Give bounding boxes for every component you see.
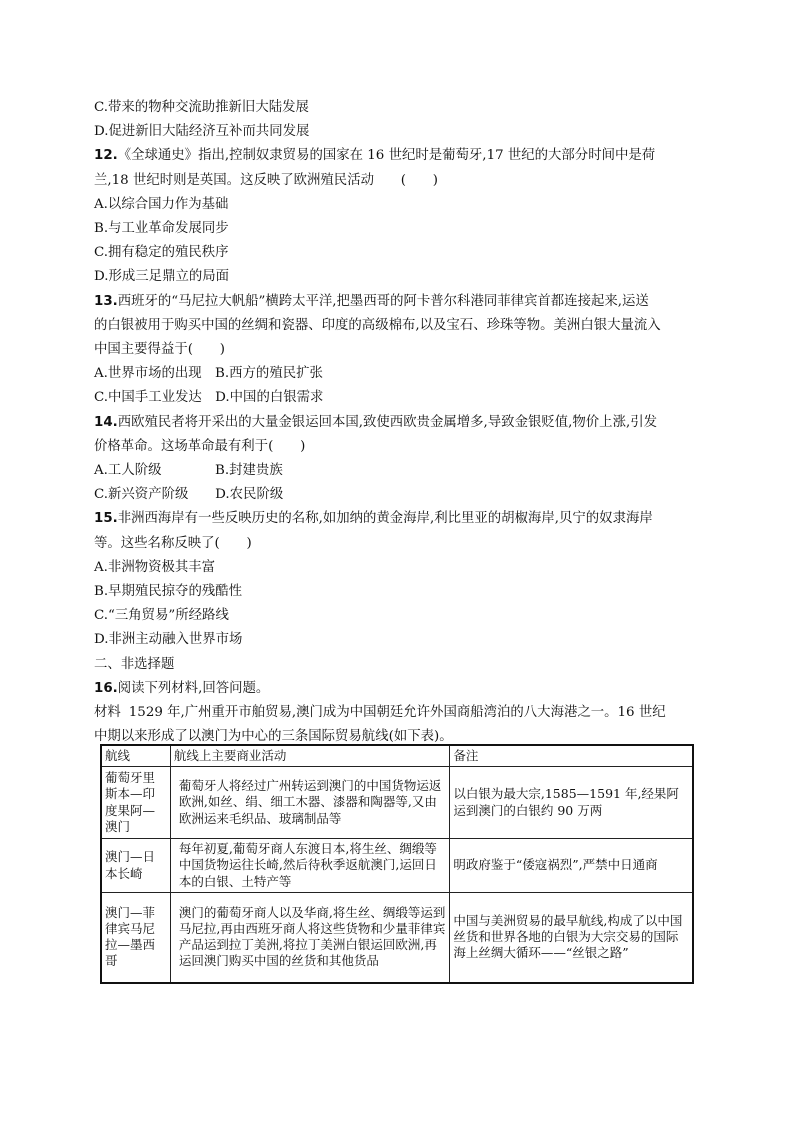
q15-option-a: A.非洲物资极其丰富 — [94, 559, 216, 575]
q13-number: 13. — [94, 293, 118, 309]
remarks-cell: 以白银为最大宗,1585—1591 年,经果阿运到澳门的白银约 90 万两 — [450, 767, 693, 839]
q13-stem-line2: 的白银被用于购买中国的丝绸和瓷器、印度的高级棉布,以及宝石、珍珠等物。美洲白银大量流入 — [94, 317, 661, 333]
q16-material-line1 — [94, 701, 698, 725]
q15-stem-line2: 等。这些名称反映了( ) — [94, 535, 252, 551]
route-cell: 澳门—日本长崎 — [101, 839, 170, 893]
q13-options-ab: A.世界市场的出现 B.西方的殖民扩张 — [94, 366, 323, 382]
q13-stem-line3: 中国主要得益于( ) — [94, 342, 225, 358]
document-page — [94, 96, 698, 749]
q15-number: 15. — [94, 511, 118, 527]
q11-option-d: D.促进新旧大陆经济互补而共同发展 — [94, 124, 310, 140]
q16-stem — [94, 677, 698, 701]
q16-material-line2: 中期以来形成了以澳门为中心的三条国际贸易航线(如下表)。 — [94, 729, 453, 745]
q11-option-c: C.带来的物种交流助推新旧大陆发展 — [94, 100, 309, 115]
q15-option-c: C.“三角贸易”所经路线 — [94, 608, 229, 624]
q12-number: 12. — [94, 148, 118, 164]
q14-options-cd: C.新兴资产阶级 D.农民阶级 — [94, 487, 284, 503]
q14-stem-line1 — [94, 411, 698, 435]
q13-stem-text: 西班牙的“马尼拉大帆船”横跨太平洋,把墨西哥的阿卡普尔科港同菲律宾首都连接起来,运送 — [117, 293, 649, 309]
q12-option-c: C.拥有稳定的殖民秩序 — [94, 245, 229, 261]
activity-cell: 葡萄牙人将经过广州转运到澳门的中国货物运返欧洲,如丝、绢、细工木器、漆器和陶器等,又由欧洲运来毛织品、玻璃制品等 — [170, 767, 449, 839]
q14-options-ab: A.工人阶级 B.封建贵族 — [94, 463, 283, 479]
q14-number: 14. — [94, 414, 118, 430]
remarks-cell: 中国与美洲贸易的最早航线,构成了以中国丝货和世界各地的白银为大宗交易的国际海上丝绸大循环——“丝银之路” — [450, 893, 693, 983]
trade-routes-table — [100, 744, 694, 984]
q13-options-cd: C.中国手工业发达 D.中国的白银需求 — [94, 390, 324, 406]
material-label: 材料 — [94, 705, 121, 721]
activity-cell: 每年初夏,葡萄牙商人东渡日本,将生丝、绸缎等中国货物运往长崎,然后待秋季返航澳门,运回日本的白银、土特产等 — [170, 839, 449, 893]
q14-stem-line2: 价格革命。这场革命最有利于( ) — [94, 438, 306, 454]
q16-number: 16. — [94, 680, 118, 696]
header-route: 航线 — [101, 745, 170, 767]
section-heading: 二、非选择题 — [94, 656, 175, 672]
q15-stem-line1 — [94, 507, 698, 531]
q13-stem-line1 — [94, 290, 698, 314]
q15-option-b: B.早期殖民掠夺的残酷性 — [94, 584, 243, 600]
material-text: 1529 年,广州重开市舶贸易,澳门成为中国朝廷允许外国商船湾泊的八大海港之一。16 世纪 — [128, 705, 666, 721]
remarks-cell: 明政府鉴于“倭寇祸烈”,严禁中日通商 — [450, 839, 693, 893]
q15-stem-text: 非洲西海岸有一些反映历史的名称,如加纳的黄金海岸,利比里亚的胡椒海岸,贝宁的奴隶海岸 — [117, 511, 653, 527]
q12-stem-line1 — [94, 144, 698, 168]
q14-stem-text: 西欧殖民者将开采出的大量金银运回本国,致使西欧贵金属增多,导致金银贬值,物价上涨,引发 — [117, 414, 657, 430]
q12-stem-line2: 兰,18 世纪时则是英国。这反映了欧洲殖民活动 ( ) — [94, 172, 438, 188]
q16-stem-text: 阅读下列材料,回答问题。 — [117, 680, 270, 696]
table-row — [101, 767, 693, 839]
q12-stem-text: 《全球通史》指出,控制奴隶贸易的国家在 16 世纪时是葡萄牙,17 世纪的大部分时间中是荷 — [117, 148, 656, 164]
route-cell: 葡萄牙里斯本—印度果阿—澳门 — [101, 767, 170, 839]
q15-option-d: D.非洲主动融入世界市场 — [94, 632, 243, 648]
activity-cell: 澳门的葡萄牙商人以及华商,将生丝、绸缎等运到马尼拉,再由西班牙商人将这些货物和少量菲律宾产品运到拉丁美洲,将拉丁美洲白银运回欧洲,再运回澳门购买中国的丝货和其他货品 — [170, 893, 449, 983]
q12-option-a: A.以综合国力作为基础 — [94, 196, 229, 212]
table-header-row — [101, 745, 693, 767]
q12-option-d: D.形成三足鼎立的局面 — [94, 269, 230, 285]
header-activity: 航线上主要商业活动 — [170, 745, 449, 767]
q12-option-b: B.与工业革命发展同步 — [94, 221, 229, 237]
table-row — [101, 893, 693, 983]
route-cell: 澳门—菲律宾马尼拉—墨西哥 — [101, 893, 170, 983]
header-remarks: 备注 — [450, 745, 693, 767]
table-row — [101, 839, 693, 893]
